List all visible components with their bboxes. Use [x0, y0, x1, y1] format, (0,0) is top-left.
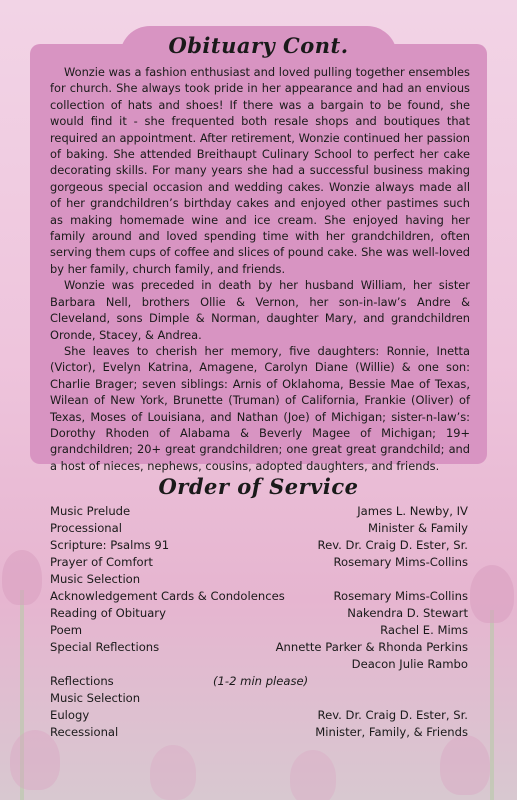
- service-row: [50, 707, 468, 724]
- service-item: Music Selection: [50, 691, 141, 705]
- service-participant: Deacon Julie Rambo: [351, 657, 468, 671]
- service-participant: Rev. Dr. Craig D. Ester, Sr.: [317, 708, 468, 722]
- service-row: [50, 605, 468, 622]
- tulip-flower: [290, 750, 336, 800]
- service-participant: Minister & Family: [368, 521, 468, 535]
- service-row: [50, 554, 468, 571]
- service-item: Eulogy: [50, 708, 90, 722]
- service-participant: Rosemary Mims-Collins: [333, 589, 468, 603]
- service-item: Music Selection: [50, 572, 141, 586]
- service-row: [50, 588, 468, 605]
- service-note: (1-2 min please): [213, 674, 309, 688]
- service-item: Acknowledgement Cards & Condolences: [50, 589, 285, 603]
- service-participant: James L. Newby, IV: [357, 504, 468, 518]
- order-of-service-list: [50, 503, 468, 741]
- tulip-flower: [2, 550, 42, 605]
- service-row: [50, 520, 468, 537]
- tulip-stem: [490, 610, 494, 800]
- obituary-paragraph: She leaves to cherish her memory, five daughters: Ronnie, Inetta (Victor), Evelyn Katrina, Amagene, Carolyn Diane (Willie) & one son: Charlie Brager; seven siblings: Arnis of Oklahoma, Bessie Mae of Texas, Wilean of New York, Brunette (Truman) of California, Frankie (Oliver) of Texas, Moses of Louisiana, and Nathan (Joe) of Michigan; sister-n-law’s: Dorothy Rhoden of Alabama & Beverly Magee of Michigan; 19+ grandchildren; 20+ great grandchildren; one great great grandchild; and a host of nieces, nephews, cousins, adopted daughters, and friends.: [50, 343, 470, 473]
- service-item: Reading of Obituary: [50, 606, 166, 620]
- service-item: Scripture: Psalms 91: [50, 538, 170, 552]
- service-item: Processional: [50, 521, 122, 535]
- tulip-flower: [440, 735, 490, 795]
- order-of-service-title: Order of Service: [158, 474, 359, 499]
- tulip-flower: [470, 565, 514, 623]
- service-row: [50, 639, 468, 656]
- obituary-paragraph: Wonzie was a fashion enthusiast and loved pulling together ensembles for church. She always took pride in her appearance and had an envious collection of hats and shoes! If there was a bargain to be found, she would find it - she frequented both resale shops and boutiques that required an appointment. After retirement, Wonzie continued her passion of baking. She attended Breithaupt Culinary School to perfect her cake decorating skills. For many years she had a successful business making gorgeous special occasion and wedding cakes. Wonzie always made all of her grandchildren’s birthday cakes and enjoyed other pastimes such as making homemade wine and ice cream. She enjoyed having her family around and loved spending time with her grandchildren, often serving them cups of coffee and slices of pound cake. She was well-loved by her family, church family, and friends.: [50, 65, 470, 276]
- obituary-paragraph: Wonzie was preceded in death by her husband William, her sister Barbara Nell, brothers Ollie & Vernon, her son-in-law’s Andre & Cleveland, sons Dimple & Norman, daughter Mary, and grandchildren Oronde, Stacey, & Andrea.: [50, 278, 470, 342]
- service-item: Music Prelude: [50, 504, 131, 518]
- service-item: Prayer of Comfort: [50, 555, 153, 569]
- obituary-text: [50, 64, 470, 474]
- service-item: Special Reflections: [50, 640, 160, 654]
- service-item: Recessional: [50, 725, 119, 739]
- service-row: [50, 656, 468, 673]
- service-participant: Minister, Family, & Friends: [315, 725, 468, 739]
- service-row: [50, 690, 468, 707]
- obituary-title: Obituary Cont.: [168, 33, 349, 58]
- service-participant: Nakendra D. Stewart: [347, 606, 468, 620]
- service-row: [50, 673, 468, 690]
- service-item: Poem: [50, 623, 83, 637]
- service-row: [50, 537, 468, 554]
- service-participant: Rosemary Mims-Collins: [333, 555, 468, 569]
- service-participant: Rev. Dr. Craig D. Ester, Sr.: [317, 538, 468, 552]
- service-row: [50, 571, 468, 588]
- service-row: [50, 622, 468, 639]
- service-row: [50, 503, 468, 520]
- service-participant: Rachel E. Mims: [380, 623, 468, 637]
- tulip-flower: [150, 745, 196, 800]
- service-item: Reflections: [50, 674, 114, 688]
- service-participant: Annette Parker & Rhonda Perkins: [275, 640, 468, 654]
- service-row: [50, 724, 468, 741]
